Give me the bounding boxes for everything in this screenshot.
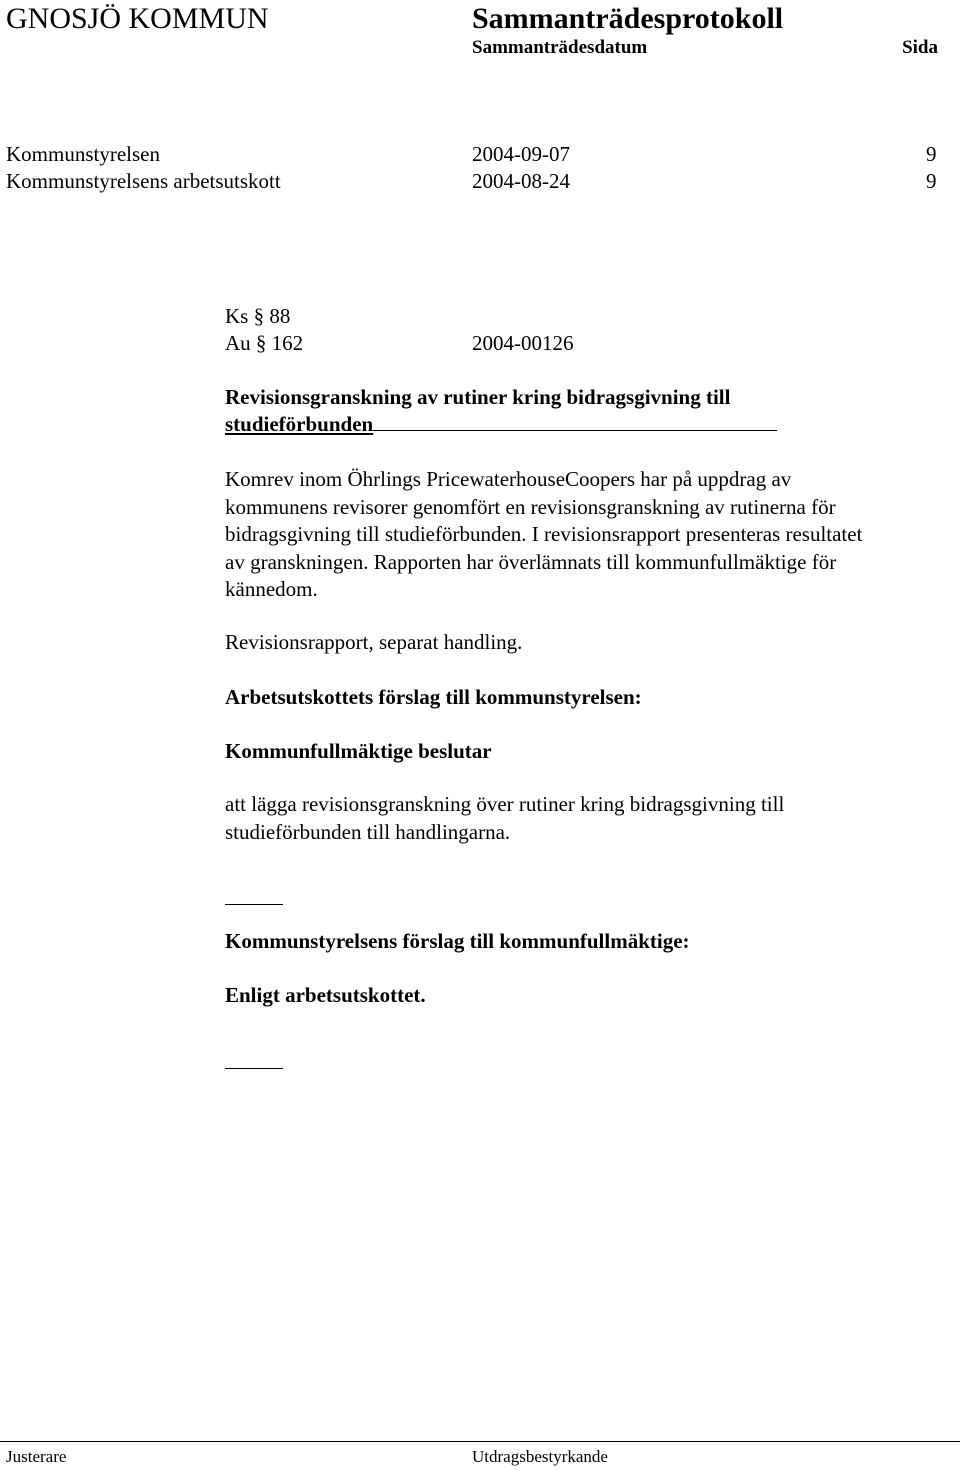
- case-title: [225, 411, 777, 439]
- diary-number: 2004-00126: [472, 331, 574, 355]
- title-underline-rule: [373, 430, 777, 431]
- meeting-date: 2004-08-24: [472, 169, 570, 193]
- description-line: bidragsgivning till studieförbunden. I revisionsrapport presenteras resultatet: [225, 522, 863, 546]
- meeting-body: Kommunstyrelsen: [6, 142, 160, 166]
- meeting-body: Kommunstyrelsens arbetsutskott: [6, 169, 281, 193]
- description-line: kännedom.: [225, 577, 318, 601]
- decision-line: att lägga revisionsgranskning över rutiner kring bidragsgivning till: [225, 792, 785, 816]
- ks-paragraph-ref: Ks § 88: [225, 304, 291, 328]
- attachment-note: Revisionsrapport, separat handling.: [225, 630, 523, 654]
- case-description: [225, 466, 945, 604]
- description-line: kommunens revisorer genomfört en revisionsgranskning av rutinerna för: [225, 494, 836, 519]
- extract-certification-label: Utdragsbestyrkande: [472, 1447, 608, 1466]
- document-title: Sammanträdesprotokoll: [472, 2, 784, 35]
- au-proposal-heading: Arbetsutskottets förslag till kommunstyrelsen:: [225, 685, 642, 709]
- description-line: av granskningen. Rapporten har överlämnats till kommunfullmäktige för: [225, 549, 837, 574]
- case-title-line1: Revisionsgranskning av rutiner kring bidragsgivning till: [225, 385, 731, 409]
- adjuster-label: Justerare: [6, 1447, 67, 1466]
- decision-line: studieförbunden till handlingarna.: [225, 819, 511, 844]
- meeting-page: 9: [926, 142, 937, 166]
- ks-proposal-heading: Kommunstyrelsens förslag till kommunfullmäktige:: [225, 929, 690, 953]
- footer-rule: [0, 1441, 960, 1442]
- meeting-page: 9: [926, 169, 937, 193]
- description-line: Komrev inom Öhrlings PricewaterhouseCoopers har på uppdrag av: [225, 467, 792, 491]
- separator-line: [225, 892, 283, 910]
- page-label: Sida: [902, 37, 938, 58]
- meeting-date-label: Sammanträdesdatum: [472, 37, 648, 58]
- au-paragraph-ref: Au § 162: [225, 331, 304, 355]
- ks-proposal-text: Enligt arbetsutskottet.: [225, 983, 426, 1007]
- separator-line: [225, 1056, 283, 1074]
- decision-text: [225, 791, 945, 846]
- meeting-date: 2004-09-07: [472, 142, 570, 166]
- decision-heading: Kommunfullmäktige beslutar: [225, 739, 492, 763]
- municipality-name: GNOSJÖ KOMMUN: [6, 2, 269, 35]
- case-title-line2: studieförbunden: [225, 412, 374, 436]
